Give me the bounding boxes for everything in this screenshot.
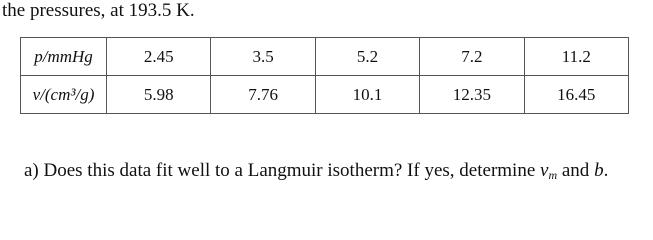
- question-text: [24, 159, 608, 187]
- table-cell: 2.45: [107, 38, 211, 76]
- table-row-volume: [21, 76, 629, 114]
- table-cell: 3.5: [211, 38, 315, 76]
- table-cell: 7.2: [420, 38, 524, 76]
- question-prefix: a) Does this data fit well to a Langmuir isotherm? If yes, determine: [24, 160, 541, 181]
- row-label-volume: v/(cm³/g): [21, 76, 107, 114]
- table-cell: 5.2: [315, 38, 419, 76]
- table-cell: 5.98: [107, 76, 211, 114]
- table-cell: 7.76: [211, 76, 315, 114]
- table-cell: 11.2: [524, 38, 628, 76]
- question-middle: and: [557, 160, 595, 181]
- variable-b: b: [594, 160, 604, 181]
- variable-subscript-m: m: [548, 168, 558, 182]
- variable-v: v: [540, 160, 549, 181]
- table-cell: 12.35: [420, 76, 524, 114]
- intro-text: the pressures, at 193.5 K.: [2, 0, 195, 21]
- row-label-pressure: p/mmHg: [21, 38, 107, 76]
- table-cell: 10.1: [315, 76, 419, 114]
- table-cell: 16.45: [524, 76, 628, 114]
- data-table: [20, 37, 629, 114]
- question-end: .: [603, 160, 609, 181]
- table-row-pressure: [21, 38, 629, 76]
